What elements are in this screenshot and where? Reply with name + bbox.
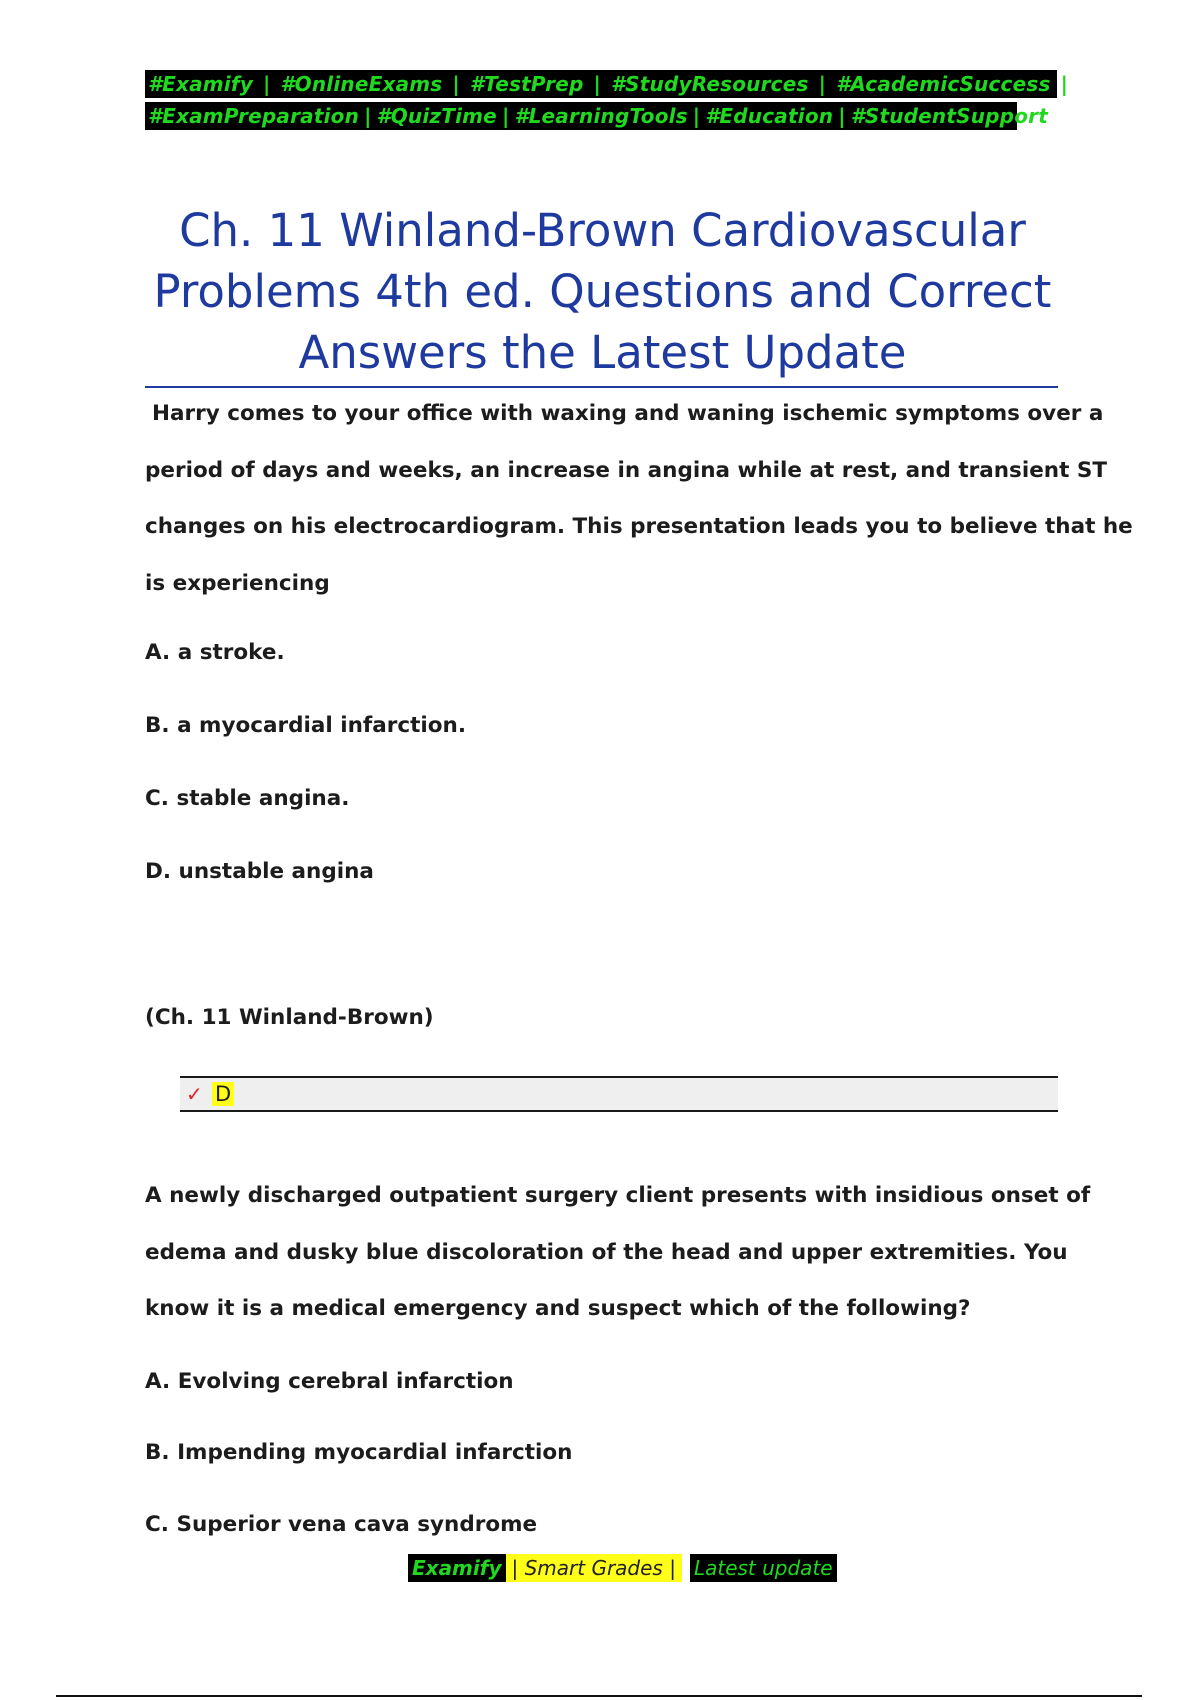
question-line: period of days and weeks, an increase in angina while at rest, and transient ST bbox=[145, 457, 1108, 483]
hashtag: #LearningTools bbox=[514, 104, 688, 128]
answer-box bbox=[180, 1076, 1058, 1112]
option-text: stable angina. bbox=[176, 786, 350, 811]
question-line: A newly discharged outpatient surgery client presents with insidious onset of bbox=[145, 1183, 1091, 1208]
option-label: D. bbox=[145, 859, 172, 884]
option-label: A. bbox=[145, 1369, 171, 1394]
page-bottom-rule bbox=[56, 1695, 1142, 1697]
question-1 bbox=[145, 386, 1133, 612]
separator: | bbox=[1060, 72, 1069, 96]
hashtag-line-2 bbox=[145, 102, 1048, 130]
separator: | bbox=[364, 104, 372, 128]
option-b bbox=[145, 1440, 572, 1465]
hashtag: #ExamPreparation bbox=[148, 104, 360, 128]
option-text: Impending myocardial infarction bbox=[177, 1440, 573, 1465]
hashtag: #Examify bbox=[148, 72, 254, 96]
footer-tagline: | Smart Grades | bbox=[506, 1554, 682, 1582]
option-label: B. bbox=[145, 1440, 170, 1465]
question-line: Harry comes to your office with waxing and waning ischemic symptoms over a bbox=[152, 401, 1104, 426]
question-2-text bbox=[145, 1168, 1091, 1338]
source-reference: (Ch. 11 Winland-Brown) bbox=[145, 1005, 434, 1030]
footer-update: Latest update bbox=[690, 1554, 837, 1582]
page-footer bbox=[408, 1554, 837, 1582]
question-2 bbox=[145, 1168, 1091, 1338]
option-label: C. bbox=[145, 786, 169, 811]
hashtag: #OnlineExams bbox=[280, 72, 443, 96]
option-text: Superior vena cava syndrome bbox=[176, 1512, 538, 1537]
option-text: a myocardial infarction. bbox=[177, 713, 467, 738]
hashtag: #StudentSupport bbox=[850, 104, 1048, 128]
hashtag: #TestPrep bbox=[469, 72, 584, 96]
separator: | bbox=[263, 72, 271, 96]
title-line-1: Ch. 11 Winland-Brown Cardiovascular bbox=[179, 204, 1026, 257]
document-title bbox=[145, 200, 1060, 383]
option-a bbox=[145, 640, 285, 665]
hashtag: #QuizTime bbox=[376, 104, 497, 128]
question-line: edema and dusky blue discoloration of the head and upper extremities. You bbox=[145, 1239, 1068, 1265]
question-line: is experiencing bbox=[145, 570, 330, 596]
option-label: B. bbox=[145, 713, 170, 738]
title-line-3: Answers the Latest Update bbox=[298, 326, 907, 379]
option-c bbox=[145, 1512, 537, 1537]
hashtag-line-1 bbox=[145, 70, 1069, 98]
hashtag: #StudyResources bbox=[611, 72, 809, 96]
title-line-2: Problems 4th ed. Questions and Correct bbox=[153, 265, 1052, 318]
option-text: Evolving cerebral infarction bbox=[177, 1369, 514, 1394]
separator: | bbox=[692, 104, 701, 128]
separator: | bbox=[818, 72, 827, 96]
separator: | bbox=[838, 104, 846, 128]
separator: | bbox=[593, 72, 602, 96]
option-d bbox=[145, 859, 374, 884]
separator: | bbox=[452, 72, 460, 96]
option-text: a stroke. bbox=[177, 640, 285, 665]
option-a bbox=[145, 1369, 514, 1394]
option-text: unstable angina bbox=[178, 859, 374, 884]
separator: | bbox=[501, 104, 510, 128]
question-line: changes on his electrocardiogram. This presentation leads you to believe that he bbox=[145, 514, 1133, 539]
question-1-text bbox=[145, 386, 1133, 612]
hashtag: #AcademicSuccess bbox=[836, 72, 1051, 96]
option-c bbox=[145, 786, 349, 811]
question-line: know it is a medical emergency and suspect which of the following? bbox=[145, 1296, 971, 1321]
option-b bbox=[145, 713, 466, 738]
option-label: A. bbox=[145, 640, 171, 665]
answer-value: D bbox=[212, 1082, 234, 1106]
option-label: C. bbox=[145, 1512, 169, 1537]
check-icon: ✓ bbox=[186, 1083, 203, 1106]
footer-brand: Examify bbox=[408, 1554, 506, 1582]
hashtag: #Education bbox=[705, 104, 834, 128]
